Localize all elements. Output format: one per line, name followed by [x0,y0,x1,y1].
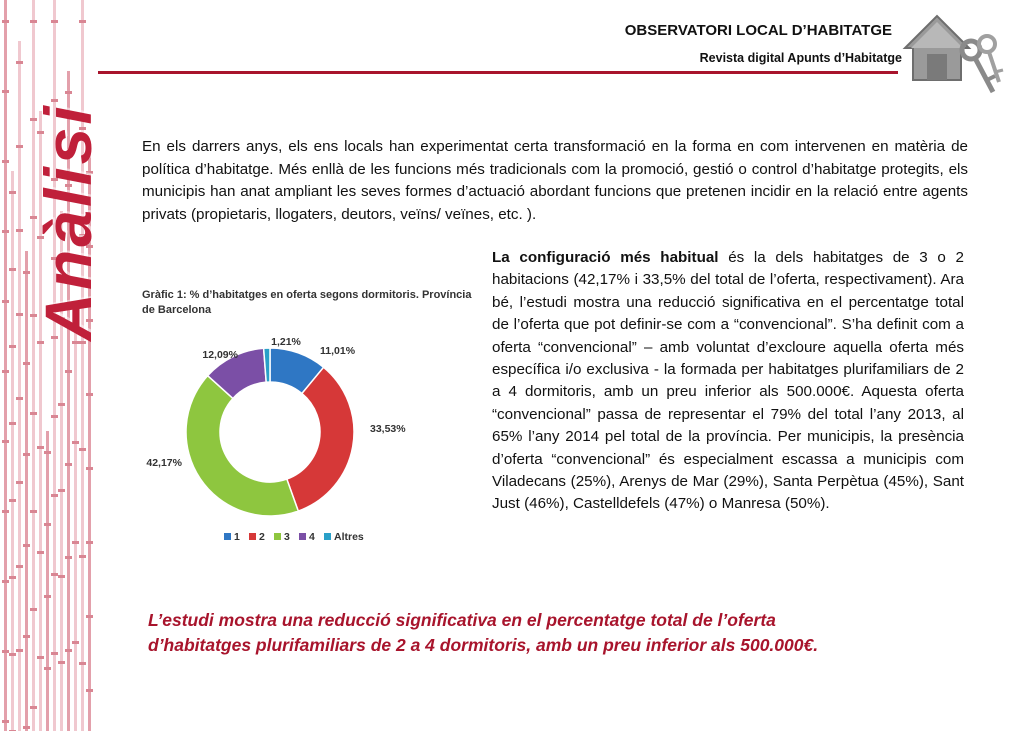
header-subtitle: Revista digital Apunts d’Habitatge [699,51,902,65]
data-label-1: 11,01% [320,345,356,357]
donut-chart [142,330,472,555]
data-label-3: 42,17% [146,457,182,469]
legend-label-altres: Altres [334,531,364,543]
legend-swatch-3 [274,533,281,540]
donut-slice-3 [186,376,298,516]
data-label-altres: 1,21% [271,336,301,348]
header-rule [98,71,898,74]
intro-paragraph: En els darrers anys, els ens locals han experimentat certa transformació en la forma en com intervenen en matèria de política d’habitatge. Més enllà de les funcions més tradicionals com la promoció, gestió o control d’habitatge protegits, els municipis han anat ampliant les seves formes d’actuació abordant funcions que pretenen incidir en la relació entre agents privats (propietaris, llogaters, deutors, veïns/ veïnes, etc. ). [142,138,968,223]
conclusion-text: L’estudi mostra una reducció significativa en el percentatge total de l’oferta d’habitatges plurifamiliars de 2 a 4 dormitoris, amb un preu inferior als 500.000€. [148,610,819,655]
section-title-analisi: Anàlisi [31,103,105,341]
legend-swatch-altres [324,533,331,540]
header-title: OBSERVATORI LOCAL D’HABITATGE [624,22,892,39]
analysis-body: és la dels habitatges de 3 o 2 habitacions (42,17% i 33,5% del total de l’oferta, respectivament). Ara bé, l’estudi mostra una reducció significativa en el percentatge total de l’oferta que pot definir-se com a “convencional”. S’ha definit com a oferta “convencional” – amb voluntat d’excloure aquella oferta més específica i/o exclusiva - la formada per habitatges plurifamiliars de 2 a 4 dormitoris, amb un preu inferior als 500.000€. Aquesta oferta “convencional” passa de representar el 79% del total l’any 2013, al 65% l’any 2014 pel total de la província. Per municipis, la presència d’oferta “convencional” és especialment escassa a municipis com Viladecans (25%), Arenys de Mar (29%), Santa Perpètua (45%), Sant Just (46%), Castelldefels (47%) o Manresa (50%). [492,249,964,513]
data-label-4: 12,09% [202,349,238,361]
house-keys-icon [897,10,1007,100]
legend-swatch-1 [224,533,231,540]
legend-swatch-4 [299,533,306,540]
legend-label-3: 3 [284,531,290,543]
chart-title: Gràfic 1: % d’habitatges en oferta segons dormitoris. Província de Barcelona [142,289,472,316]
analysis-paragraph [492,247,964,516]
legend-label-2: 2 [259,531,265,543]
lead-phrase: La configuració més habitual [492,249,719,266]
legend-label-4: 4 [309,531,315,543]
legend-swatch-2 [249,533,256,540]
legend-label-1: 1 [234,531,240,543]
data-label-2: 33,53% [370,423,406,435]
